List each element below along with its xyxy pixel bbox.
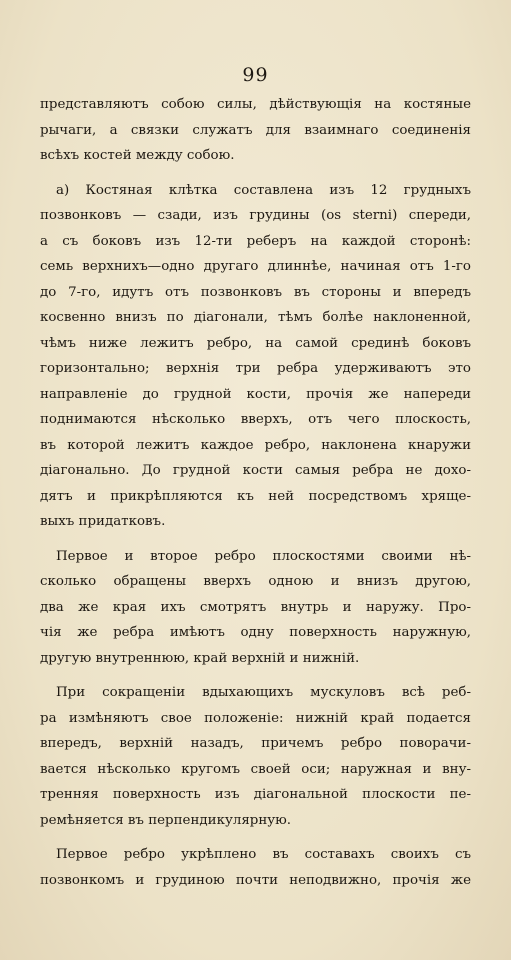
text-line: чія же ребра имѣютъ одну поверхность наружную, bbox=[40, 625, 471, 640]
paragraph-1 bbox=[40, 92, 471, 169]
paragraph-3 bbox=[40, 544, 471, 672]
text-line: При сокращеніи вдыхающихъ мускуловъ всѣ реб- bbox=[56, 685, 471, 700]
paragraph-5 bbox=[40, 842, 471, 893]
paragraph-2 bbox=[40, 178, 471, 535]
page-number: 99 bbox=[242, 64, 269, 86]
text-line: дятъ и прикрѣпляются къ ней посредствомъ хряще- bbox=[40, 488, 471, 504]
text-line: выхъ придатковъ. bbox=[40, 514, 166, 529]
text-line: діагонально. До грудной кости самыя ребра не дохо- bbox=[40, 463, 471, 478]
text-line: два же края ихъ смотрятъ внутрь и наружу. Про- bbox=[40, 599, 471, 615]
text-line: семь верхнихъ—одно другаго длиннѣе, начиная отъ 1-го bbox=[40, 259, 471, 274]
text-line: другую внутреннюю, край верхній и нижній. bbox=[40, 650, 360, 666]
text-line: въ которой лежитъ каждое ребро, наклонена кнаружи bbox=[40, 437, 471, 453]
text-line: Первое и второе ребро плоскостями своими нѣ- bbox=[56, 548, 471, 564]
text-line: впередъ, верхній назадъ, причемъ ребро поворачи- bbox=[40, 736, 471, 751]
page-text bbox=[40, 92, 471, 893]
text-line: поднимаются нѣсколько вверхъ, отъ чего плоскость, bbox=[40, 412, 471, 427]
text-line: представляютъ собою силы, дѣйствующія на костяные bbox=[40, 97, 471, 112]
text-line: ра измѣняютъ свое положеніе: нижній край подается bbox=[40, 710, 471, 726]
text-line: тренняя поверхность изъ діагональной плоскости пе- bbox=[40, 787, 471, 802]
text-line: позвонкомъ и грудиною почти неподвижно, прочія же bbox=[40, 872, 471, 888]
text-line: а съ боковъ изъ 12-ти реберъ на каждой сторонѣ: bbox=[40, 233, 471, 249]
text-line: вается нѣсколько кругомъ своей оси; наружная и вну- bbox=[40, 761, 471, 777]
text-line: всѣхъ костей между собою. bbox=[40, 148, 235, 163]
text-line: рычаги, а связки служатъ для взаимнаго соединенія bbox=[40, 122, 471, 138]
text-line: сколько обращены вверхъ одною и внизъ другою, bbox=[40, 574, 471, 589]
text-line: до 7-го, идутъ отъ позвонковъ въ стороны и впередъ bbox=[40, 284, 471, 300]
text-line: Первое ребро укрѣплено въ составахъ своихъ съ bbox=[56, 847, 471, 862]
text-line: позвонковъ — сзади, изъ грудины (os sterni) спереди, bbox=[40, 208, 471, 223]
text-line: косвенно внизъ по діагонали, тѣмъ болѣе наклоненной, bbox=[40, 310, 471, 325]
text-line: горизонтально; верхнія три ребра удерживаютъ это bbox=[40, 361, 471, 376]
text-line: а) Костяная клѣтка составлена изъ 12 грудныхъ bbox=[56, 182, 471, 198]
paragraph-4 bbox=[40, 680, 471, 833]
text-line: чѣмъ ниже лежитъ ребро, на самой срединѣ боковъ bbox=[40, 335, 471, 351]
text-line: направленіе до грудной кости, прочія же напереди bbox=[40, 386, 471, 402]
text-line: ремѣняется въ перпендикулярную. bbox=[40, 812, 292, 828]
